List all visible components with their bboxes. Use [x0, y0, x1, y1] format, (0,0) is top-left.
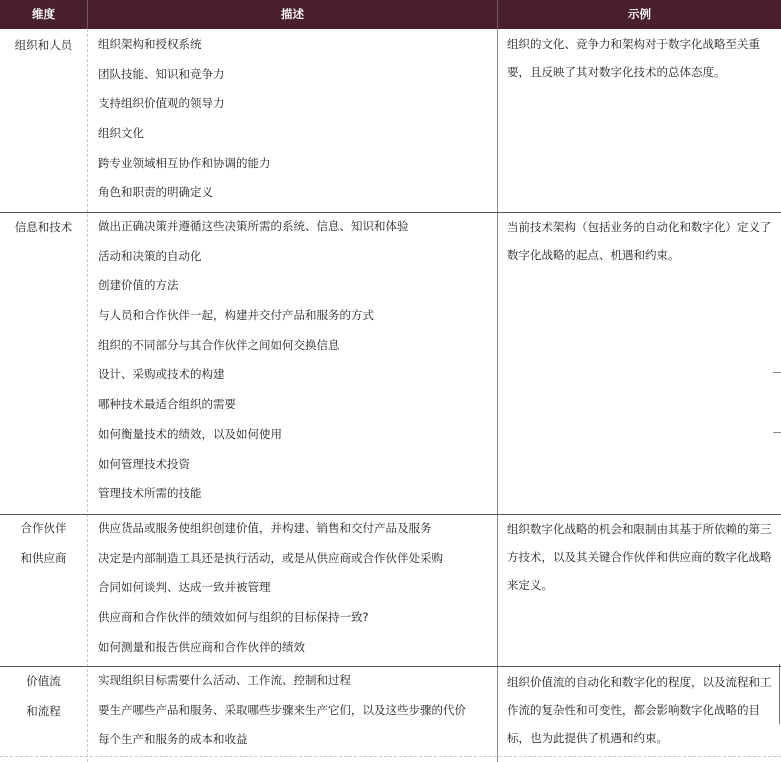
- header-dimension: 维度: [32, 7, 55, 21]
- table-header: [0, 0, 781, 29]
- description-item: 如何衡量技术的绩效，以及如何使用: [98, 426, 282, 441]
- description-item: 角色和职责的明确定义: [98, 185, 213, 200]
- description-item: 要生产哪些产品和服务、采取哪些步骤来生产它们，以及这些步骤的代价: [98, 702, 466, 717]
- table-row: [0, 514, 781, 666]
- description-item: 管理技术所需的技能: [98, 486, 202, 501]
- description-item: 实现组织目标需要什么活动、工作流、控制和过程: [98, 673, 351, 687]
- description-item: 组织架构和授权系统: [98, 37, 202, 51]
- description-item: 组织的不同部分与其合作伙伴之间如何交换信息: [98, 337, 340, 352]
- description-item: 哪种技术最适合组织的需要: [98, 397, 236, 412]
- example-cell: 组织数字化战略的机会和限制由其基于所依赖的第三方技术，以及其关键合作伙伴和供应商的数字化战略来定义。: [507, 522, 772, 592]
- dimension-cell: [0, 31, 87, 61]
- dimension-cell: [0, 667, 87, 726]
- description-cell: [98, 666, 493, 755]
- dimension-cell: [0, 514, 87, 573]
- dimension-label: 组织和人员: [14, 38, 73, 52]
- description-item: 组织文化: [98, 126, 144, 141]
- description-item: 做出正确决策并遵循这些决策所需的系统、信息、知识和体验: [98, 219, 409, 233]
- dimension-label: 和流程: [26, 703, 61, 718]
- description-item: 设计、采购或技术的构建: [98, 367, 225, 382]
- description-item: 创建价值的方法: [98, 278, 179, 293]
- description-cell: [98, 212, 493, 509]
- dimension-cell: [0, 213, 87, 243]
- description-item: 如何管理技术投资: [98, 456, 190, 471]
- description-item: 与人员和合作伙伴一起，构建并交付产品和服务的方式: [98, 308, 374, 323]
- dimension-label: 价值流: [26, 674, 61, 688]
- row-divider: [0, 756, 781, 757]
- dimension-label: 和供应商: [20, 550, 67, 565]
- header-example: 示例: [628, 7, 651, 21]
- description-item: 如何测量和报告供应商和合作伙伴的绩效: [98, 639, 305, 654]
- description-item: 供应商和合作伙伴的绩效如何与组织的目标保持一致?: [98, 610, 369, 625]
- dimension-label: 信息和技术: [14, 220, 73, 234]
- description-cell: [98, 30, 493, 208]
- table-row: [0, 212, 781, 514]
- description-item: 每个生产和服务的成本和收益: [98, 732, 248, 747]
- example-cell: 组织价值流的自动化和数字化的程度，以及流程和工作流的复杂性和可变性，都会影响数字化战略的目标，也为此提供了机遇和约束。: [507, 675, 772, 745]
- description-item: 活动和决策的自动化: [98, 248, 202, 263]
- description-item: 供应货品或服务使组织创建价值，并构建、销售和交付产品及服务: [98, 521, 432, 535]
- table-row: [0, 666, 781, 762]
- header-description: 描述: [281, 7, 304, 21]
- dimension-label: 合作伙伴: [20, 521, 67, 535]
- description-item: 合同如何谈判、达成一致并被管理: [98, 580, 271, 595]
- description-item: 跨专业领域相互协作和协调的能力: [98, 155, 271, 170]
- description-cell: [98, 514, 493, 662]
- table-row: [0, 29, 781, 212]
- description-item: 决定是内部制造工具还是执行活动，或是从供应商或合作伙伴处采购: [98, 550, 443, 565]
- example-cell: 当前技术架构（包括业务的自动化和数字化）定义了数字化战略的起点、机遇和约束。: [507, 220, 772, 262]
- description-item: 支持组织价值观的领导力: [98, 96, 225, 111]
- example-cell: 组织的文化、竞争力和架构对于数字化战略至关重要，且反映了其对数字化技术的总体态度。: [507, 37, 760, 79]
- description-item: 团队技能、知识和竞争力: [98, 66, 225, 81]
